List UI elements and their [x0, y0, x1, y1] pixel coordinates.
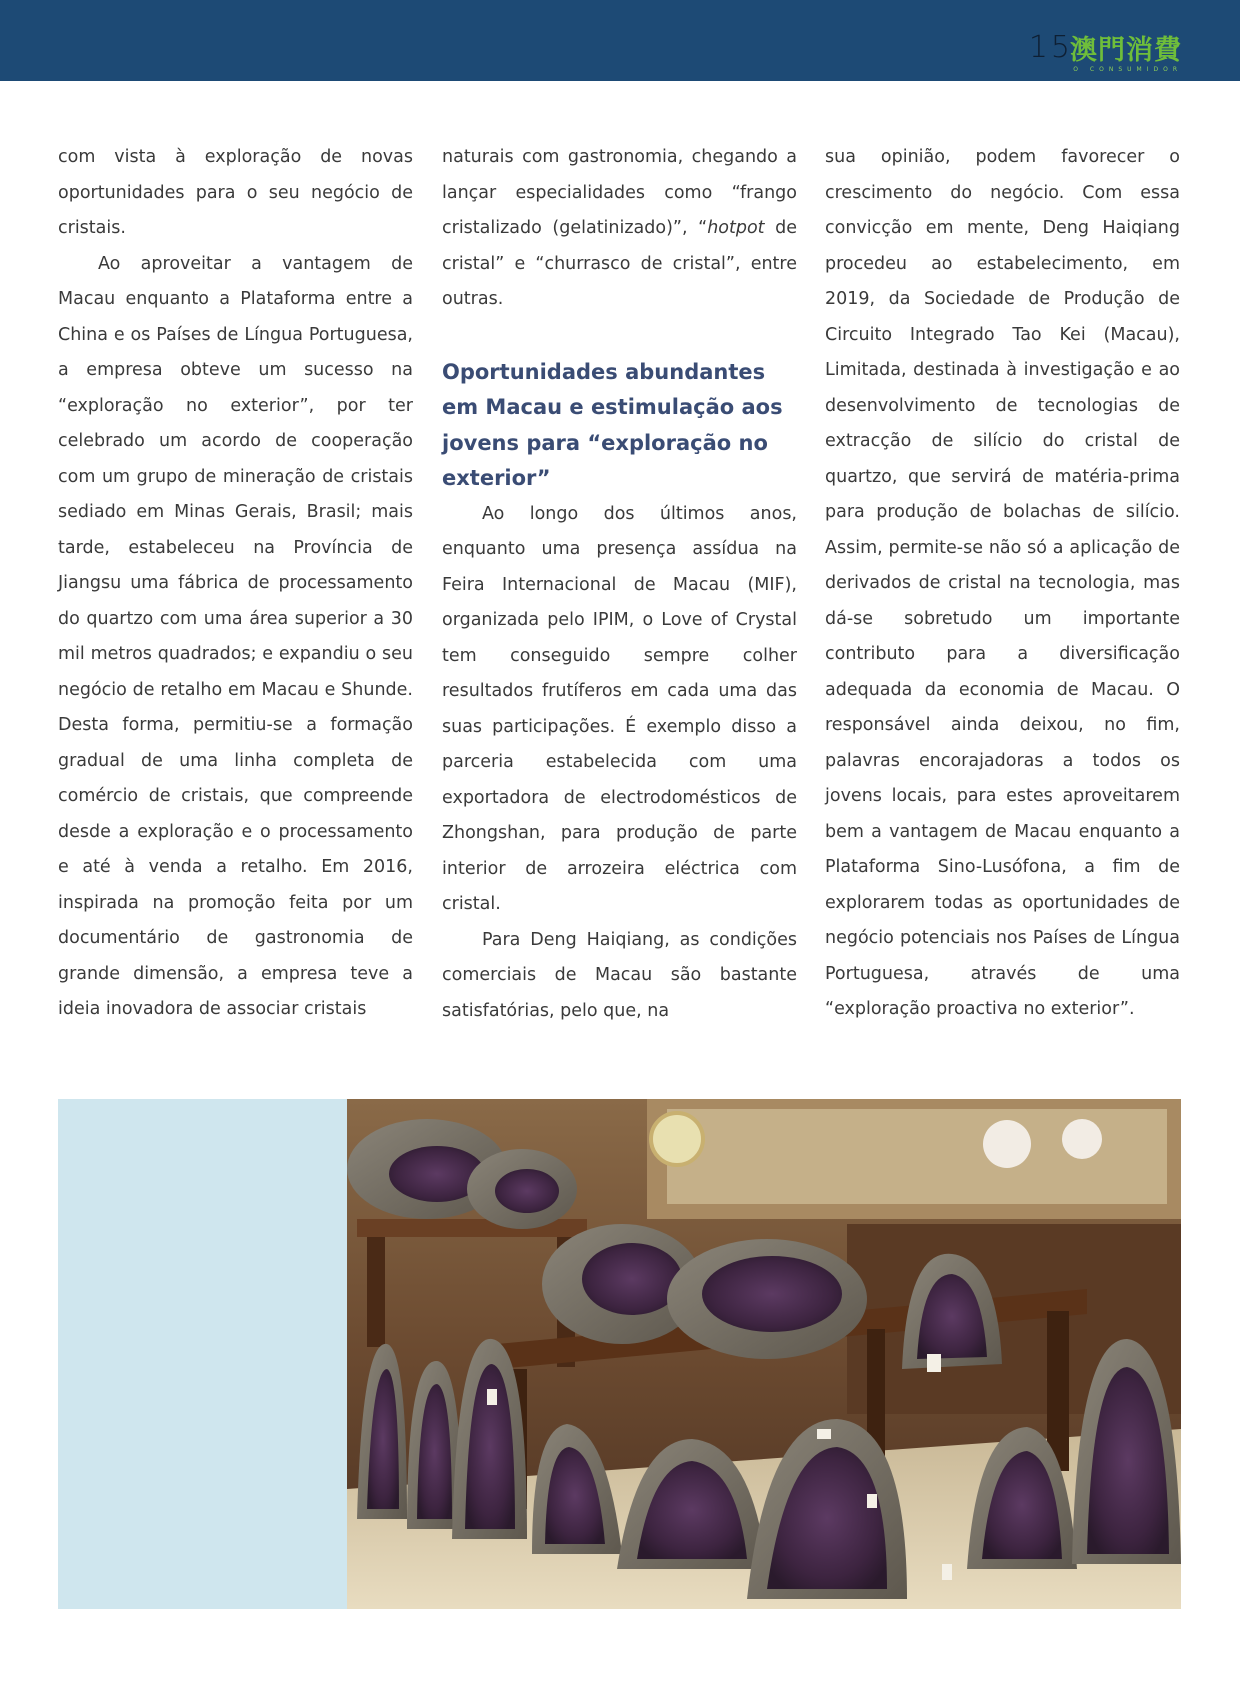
page-header	[0, 0, 1240, 81]
paragraph: sua opinião, podem favorecer o crescimento do negócio. Com essa convicção em mente, Deng Haiqiang procedeu ao estabelecimento, em 2019, da Sociedade de Produção de Circuito Integrado Tao Kei (Macau), Limitada, destinada à investigação e ao desenvolvimento de tecnologias de extracção de silício do cristal de quartzo, que servirá de matéria-prima para produção de bolachas de silício. Assim, permite-se não só a aplicação de derivados de cristal na tecnologia, mas dá-se sobretudo um importante contributo para a diversificação adequada da economia de Macau. O responsável ainda deixou, no fim, palavras encorajadoras a todos os jovens locais, para estes aproveitarem bem a vantagem de Macau enquanto a Plataforma Sino-Lusófona, a fim de explorarem todas as oportunidades de negócio potenciais nos Países de Língua Portuguesa, através de uma “exploração proactiva no exterior”.	[825, 147, 1180, 1019]
page-number: 15	[1028, 30, 1073, 65]
logo-subtext: O CONSUMIDOR	[1073, 66, 1182, 73]
paragraph: Ao longo dos últimos anos, enquanto uma presença assídua na Feira Internacional de Macau (MIF), organizada pelo IPIM, o Love of Crystal tem conseguido sempre colher resultados frutíferos em cada uma das suas participações. É exemplo disso a parceria estabelecida com uma exportadora de electrodomésticos de Zhongshan, para produção de parte interior de arrozeira eléctrica com cristal.	[442, 503, 797, 914]
magazine-logo	[1062, 36, 1182, 76]
article-column-1	[58, 140, 413, 1028]
paragraph: Para Deng Haiqiang, as condições comerciais de Macau são bastante satisfatórias, pelo que, na	[442, 929, 797, 1021]
logo-text: 澳門消費	[1070, 35, 1182, 66]
crystal-geodes-photo	[347, 1099, 1181, 1609]
paragraph: com vista à exploração de novas oportunidades para o seu negócio de cristais.	[58, 147, 413, 238]
photo-side-panel	[58, 1099, 348, 1609]
paragraph: naturais com gastronomia, chegando a lançar especialidades como “frango cristalizado (gelatinizado)”, “hotpot de cristal” e “churrasco de cristal”, entre outras.	[442, 147, 797, 309]
paragraph: Ao aproveitar a vantagem de Macau enquanto a Plataforma entre a China e os Países de Língua Portuguesa, a empresa obteve um sucesso na “exploração no exterior”, por ter celebrado um acordo de cooperação com um grupo de mineração de cristais sediado em Minas Gerais, Brasil; mais tarde, estabeleceu na Província de Jiangsu uma fábrica de processamento do quartzo com uma área superior a 30 mil metros quadrados; e expandiu o seu negócio de retalho em Macau e Shunde. Desta forma, permitiu-se a formação gradual de uma linha completa de comércio de cristais, que compreende desde a exploração e o processamento e até à venda a retalho. Em 2016, inspirada na promoção feita por um documentário de gastronomia de grande dimensão, a empresa teve a ideia inovadora de associar cristais	[58, 253, 413, 1019]
section-heading: Oportunidades abundantes em Macau e estimulação aos jovens para “exploração no exterior”	[442, 359, 783, 490]
article-column-2	[442, 140, 797, 1029]
article-column-3	[825, 140, 1180, 1028]
